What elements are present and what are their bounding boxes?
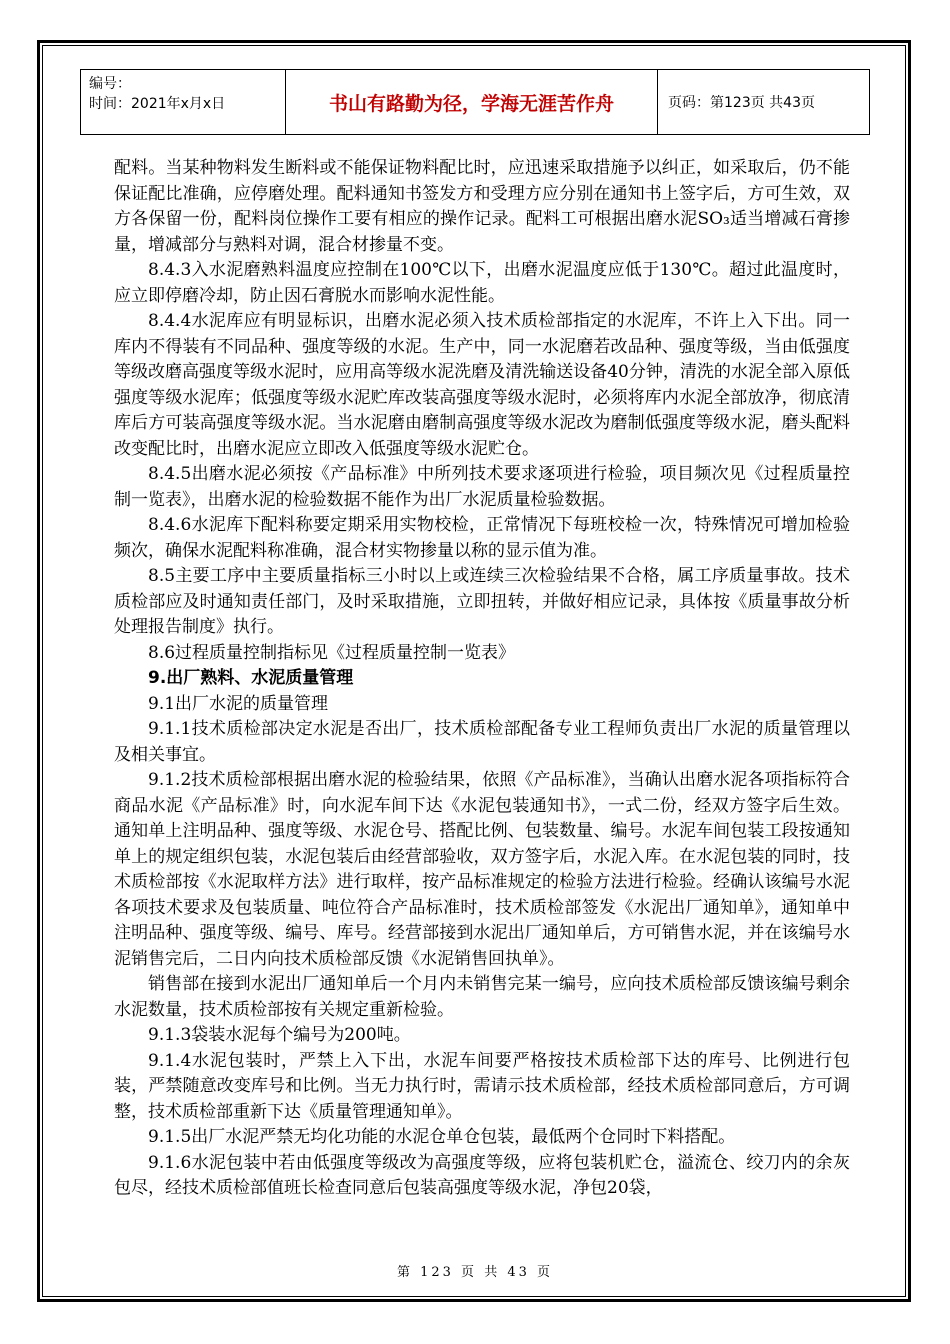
document-body (114, 156, 850, 1202)
header-meta (81, 70, 286, 134)
paragraph: 9.1.2技术质检部根据出磨水泥的检验结果，依照《产品标准》，当确认出磨水泥各项指标符合商品水泥《产品标准》时，向水泥车间下达《水泥包装通知书》，一式二份，经双方签字后生效。通知单上注明品种、强度等级、水泥仓号、搭配比例、包装数量、编号。水泥车间包装工段按通知单上的规定组织包装，水泥包装后由经营部验收，双方签字后，水泥入库。在水泥包装的同时，技术质检部按《水泥取样方法》进行取样，按产品标准规定的检验方法进行检验。经确认该编号水泥各项技术要求及包装质量、吨位符合产品标准时，技术质检部签发《水泥出厂通知单》，通知单中注明品种、强度等级、编号、库号。经营部接到水泥出厂通知单后，方可销售水泥，并在该编号水泥销售完后，二日内向技术质检部反馈《水泥销售回执单》。 (114, 770, 850, 969)
paragraph: 9.1.5出厂水泥严禁无均化功能的水泥仓单仓包装，最低两个仓同时下料搭配。 (148, 1127, 736, 1147)
paragraph: 9.1出厂水泥的质量管理 (148, 693, 329, 714)
header-motto: 书山有路勤为径，学海无涯苦作舟 (286, 70, 658, 134)
paragraph: 8.6过程质量控制指标见《过程质量控制一览表》 (148, 642, 516, 663)
paragraph: 9.出厂熟料、水泥质量管理 (148, 668, 354, 688)
paragraph: 8.4.5出磨水泥必须按《产品标准》中所列技术要求逐项进行检验，项目频次见《过程质量控制一览表》，出磨水泥的检验数据不能作为出厂水泥质量检验数据。 (114, 464, 850, 510)
paragraph: 8.4.4水泥库应有明显标识，出磨水泥必须入技术质检部指定的水泥库，不许上入下出。同一库内不得装有不同品种、强度等级的水泥。生产中，同一水泥磨若改品种、强度等级，当由低强度等级改磨高强度等级水泥时，应用高等级水泥洗磨及清洗输送设备40分钟，清洗的水泥全部入原低强度等级水泥库；低强度等级水泥贮库改装高强度等级水泥时，必须将库内水泥全部放净，彻底清库后方可装高强度等级水泥。当水泥磨由磨制高强度等级水泥改为磨制低强度等级水泥，磨头配料改变配比时，出磨水泥应立即改入低强度等级水泥贮仓。 (114, 311, 850, 459)
paragraph: 配料。当某种物料发生断料或不能保证物料配比时，应迅速采取措施予以纠正，如采取后，仍不能保证配比准确，应停磨处理。配料通知书签发方和受理方应分别在通知书上签字后，方可生效，双方各保留一份，配料岗位操作工要有相应的操作记录。配料工可根据出磨水泥SO₃适当增减石膏掺量，增减部分与熟料对调，混合材掺量不变。 (114, 158, 850, 255)
header-number: 编号： (89, 76, 131, 92)
header-time: 时间：2021年x月x日 (89, 96, 226, 112)
paragraph: 9.1.1技术质检部决定水泥是否出厂，技术质检部配备专业工程师负责出厂水泥的质量管理以及相关事宜。 (114, 719, 850, 765)
page-header (80, 69, 870, 135)
paragraph: 8.4.6水泥库下配料称要定期采用实物校检，正常情况下每班校检一次，特殊情况可增加检验频次，确保水泥配料称准确，混合材实物掺量以称的显示值为准。 (114, 515, 850, 561)
paragraph: 销售部在接到水泥出厂通知单后一个月内未销售完某一编号，应向技术质检部反馈该编号剩余水泥数量，技术质检部按有关规定重新检验。 (114, 974, 850, 1020)
paragraph: 8.4.3入水泥磨熟料温度应控制在100℃以下，出磨水泥温度应低于130℃。超过此温度时，应立即停磨冷却，防止因石膏脱水而影响水泥性能。 (114, 260, 850, 306)
header-page-info: 页码：第123页 共43页 (668, 95, 815, 111)
paragraph: 9.1.6水泥包装中若由低强度等级改为高强度等级，应将包装机贮仓，溢流仓、绞刀内的余灰包尽，经技术质检部值班长检查同意后包装高强度等级水泥，净包20袋， (114, 1152, 850, 1198)
page-footer: 第 123 页 共 43 页 (396, 1265, 554, 1280)
paragraph: 8.5主要工序中主要质量指标三小时以上或连续三次检验结果不合格，属工序质量事故。技术质检部应及时通知责任部门，及时采取措施，立即扭转，并做好相应记录，具体按《质量事故分析处理报告制度》执行。 (114, 566, 850, 637)
paragraph: 9.1.4水泥包装时，严禁上入下出，水泥车间要严格按技术质检部下达的库号、比例进行包装，严禁随意改变库号和比例。当无力执行时，需请示技术质检部，经技术质检部同意后，方可调整，技术质检部重新下达《质量管理通知单》。 (114, 1050, 850, 1122)
paragraph: 9.1.3袋装水泥每个编号为200吨。 (148, 1025, 411, 1045)
